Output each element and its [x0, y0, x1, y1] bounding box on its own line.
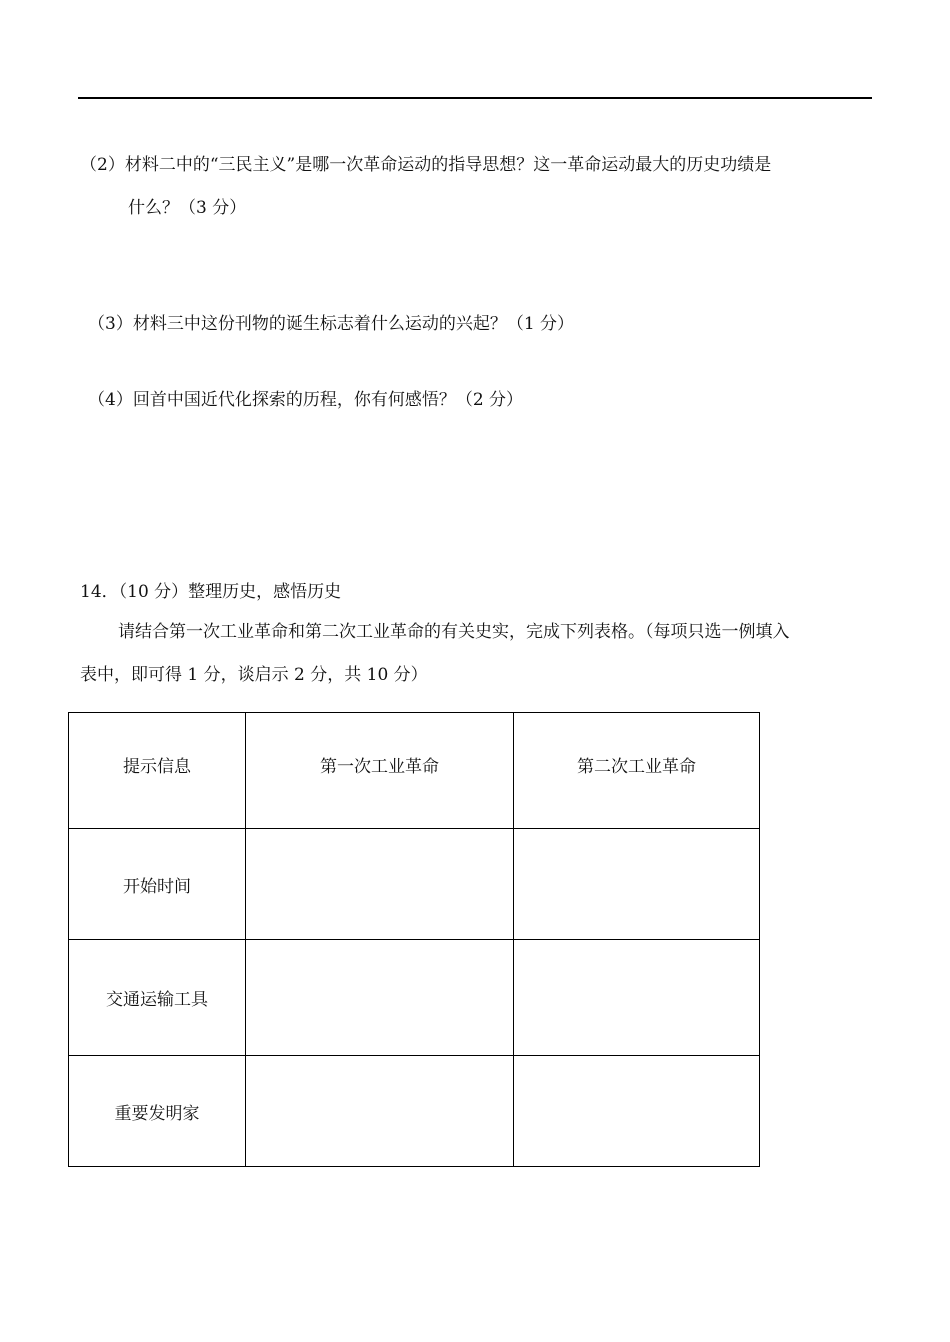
table-row	[69, 829, 760, 940]
question-3: （3）材料三中这份刊物的诞生标志着什么运动的兴起？（1 分）	[88, 314, 575, 334]
row-label: 开始时间	[69, 829, 246, 940]
answer-cell[interactable]	[246, 829, 514, 940]
header-rule	[78, 97, 872, 99]
answer-cell[interactable]	[514, 1056, 760, 1167]
answer-cell[interactable]	[514, 940, 760, 1056]
question-14-instruction-line-1: 请结合第一次工业革命和第二次工业革命的有关史实，完成下列表格。（每项只选一例填入	[118, 622, 790, 642]
industrial-revolution-table	[68, 712, 760, 1167]
question-14-instruction-line-2: 表中，即可得 1 分，谈启示 2 分，共 10 分）	[80, 665, 428, 685]
row-label: 交通运输工具	[69, 940, 246, 1056]
header-label: 提示信息	[123, 757, 191, 777]
table-header-cell	[514, 713, 760, 829]
answer-cell[interactable]	[246, 1056, 514, 1167]
header-label: 第一次工业革命	[320, 757, 439, 777]
table-header-row	[69, 713, 760, 829]
table-row	[69, 940, 760, 1056]
answer-cell[interactable]	[514, 829, 760, 940]
question-14-heading: 14．（10 分）整理历史，感悟历史	[80, 582, 342, 602]
table-header-cell	[246, 713, 514, 829]
header-label: 第二次工业革命	[577, 757, 696, 777]
question-2-line-2: 什么？（3 分）	[128, 198, 247, 218]
question-2-line-1: （2）材料二中的“三民主义”是哪一次革命运动的指导思想？这一革命运动最大的历史功绩是	[80, 155, 772, 175]
table-header-cell	[69, 713, 246, 829]
question-4: （4）回首中国近代化探索的历程，你有何感悟？（2 分）	[88, 390, 524, 410]
row-label: 重要发明家	[69, 1056, 246, 1167]
table-row	[69, 1056, 760, 1167]
answer-cell[interactable]	[246, 940, 514, 1056]
